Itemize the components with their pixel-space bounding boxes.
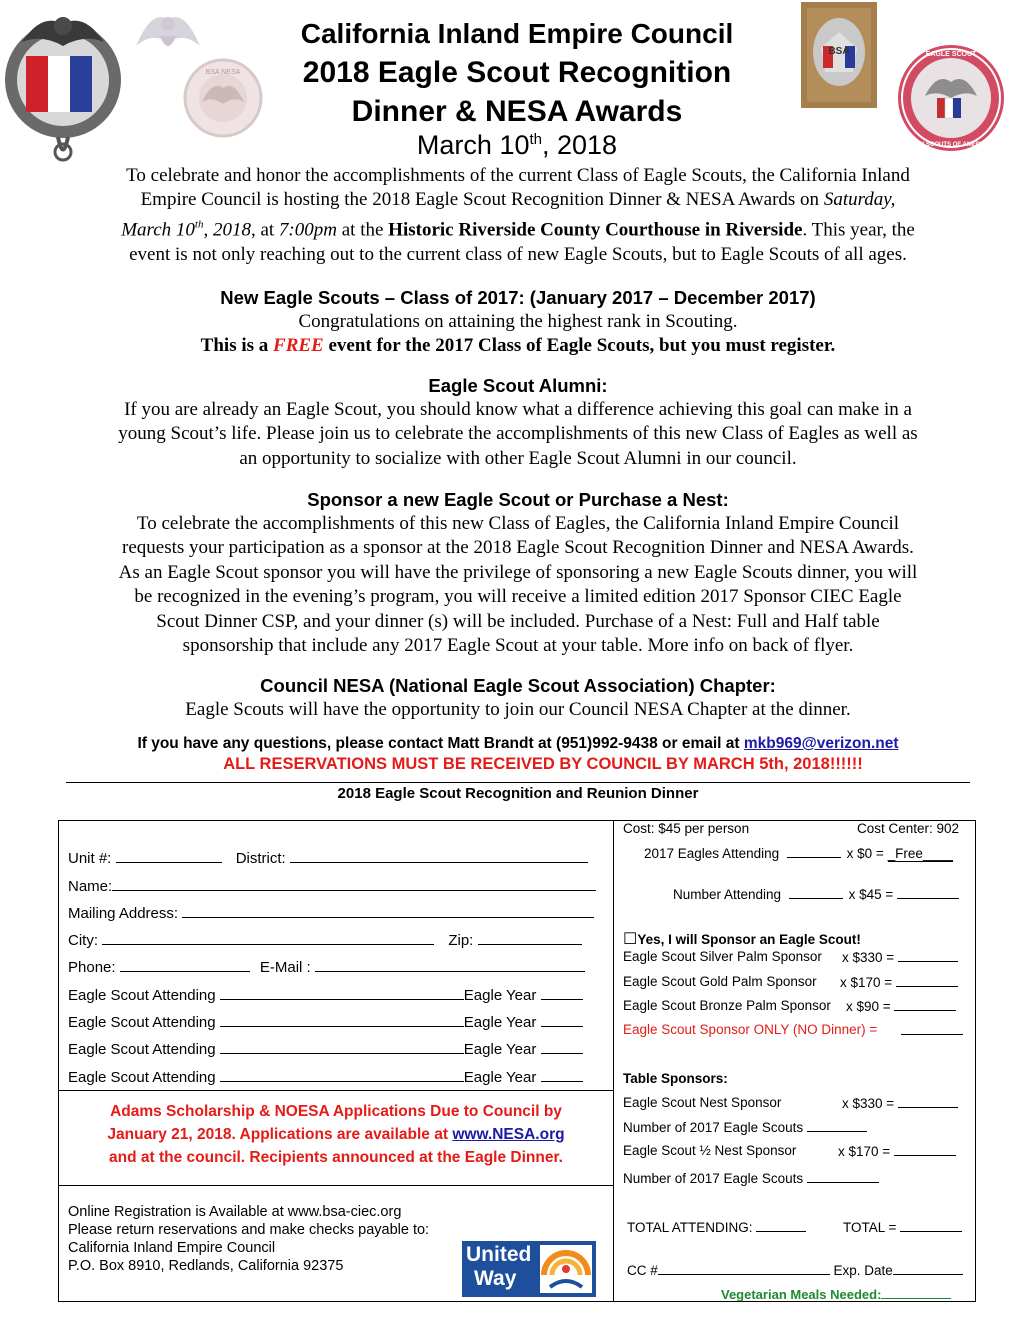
sponsor-text: To celebrate the accomplishments of this new Class of Eagles, the California Inland Empire Council requests your participation as a sponsor at the 2018 Eagle Scout Recognition Dinner and NESA Awards. As an Eagle Scout sponsor you will have the privilege of sponsoring a new Eagle Scouts dinner, you will be recognized in the evening’s program, you will receive a limited edition 2017 Sponsor CIEC Eagle Scout Dinner CSP, and your dinner (s) will be included. Purchase of a Nest: Full and Half table sponsorship that include any 2017 Eagle Scout at your table. More info on back of flyer. [118,513,918,657]
city-field[interactable] [102,930,434,945]
sponsor-checkbox[interactable]: ☐ [623,931,638,948]
attending-name-field[interactable] [220,1067,464,1082]
divider [66,782,970,783]
svg-text:BOY SCOUTS OF AMERICA: BOY SCOUTS OF AMERICA [911,142,991,148]
sponsor-only-row: Eagle Scout Sponsor ONLY (NO Dinner) = [623,1022,878,1037]
phone-row: Phone: E-Mail : [68,957,585,976]
nesa-seal-icon [2,2,124,172]
mailing-address-field[interactable] [182,903,594,918]
silver-palm-field[interactable] [898,949,958,962]
zip-field[interactable] [478,930,582,945]
svg-text:BSA NESA: BSA NESA [205,69,241,76]
contact-line: If you have any questions, please contact Matt Brandt at (951)992-9438 or email at mkb969@verizon.net [137,735,899,752]
half-nest-count-row: Number of 2017 Eagle Scouts [623,1170,879,1186]
attending-row: Eagle Scout Attending Eagle Year [68,1067,583,1086]
number-attending-field[interactable] [789,886,843,899]
total-attending-row: TOTAL ATTENDING: [627,1219,806,1235]
gold-palm-field[interactable] [896,974,958,987]
email-field[interactable] [315,957,585,972]
silver-palm-amount: x $330 = [842,949,958,965]
united-way-logo: United Way TM [462,1241,596,1297]
contact-email-link[interactable]: mkb969@verizon.net [743,735,899,752]
reservation-deadline: ALL RESERVATIONS MUST BE RECEIVED BY COUNCIL BY MARCH 5th, 2018!!!!!! [223,755,863,773]
title-line-3: Dinner & NESA Awards [351,95,683,128]
eagles-attending-row: 2017 Eagles Attending x $0 = _Free____ [644,846,953,861]
city-row: City: Zip: [68,930,582,949]
form-title: 2018 Eagle Scout Recognition and Reunion Dinner [337,785,699,802]
gold-palm-amount: x $170 = [840,974,958,990]
sponsor-only-amount [901,1022,963,1038]
alumni-text: If you are already an Eagle Scout, you should know what a difference achieving this goal can make in a young Scout’s life. Please join us to celebrate the accomplishments of this new Class of Eagles as well as an opportunity to socialize with other Eagle Scout Alumni in our council. [118,399,918,469]
attending-row: Eagle Scout Attending Eagle Year [68,1012,583,1031]
half-nest-count-field[interactable] [807,1170,879,1183]
number-attending-row: Number Attending x $45 = [673,886,959,902]
vegetarian-field[interactable] [881,1286,951,1299]
mailing-info: Online Registration is Available at www.bsa-ciec.org Please return reservations and make checks payable to: California Inland Empire Council P.O. Box 8910, Redlands, California 92375 [68,1204,430,1274]
unit-field[interactable] [116,848,222,863]
eagles-attending-field[interactable] [787,845,841,858]
intro-paragraph: To celebrate and honor the accomplishments of the current Class of Eagle Scouts, the California Inland Empire Council is hosting the 2018 Eagle Scout Recognition Dinner & NESA Awards on Saturday, March 10th, 2018, at 7:00pm at the Historic Riverside County Courthouse in Riverside. This year, the event is not only reaching out to the current class of new Eagle Scouts, but to Eagle Scouts of all ages. [121,165,915,265]
bronze-palm-amount: x $90 = [846,998,956,1014]
half-nest-field[interactable] [894,1143,956,1156]
total-attending-field[interactable] [756,1219,806,1232]
total-row: TOTAL = [843,1219,962,1235]
chapter-heading: Council NESA (National Eagle Scout Association) Chapter: [260,675,776,696]
sponsor-heading: Sponsor a new Eagle Scout or Purchase a Nest: [307,489,729,510]
new-scouts-heading: New Eagle Scouts – Class of 2017: (January 2017 – December 2017) [220,287,816,308]
half-nest-amount: x $170 = [838,1143,956,1159]
title-line-2: 2018 Eagle Scout Recognition [302,56,732,89]
svg-text:EAGLE SCOUT: EAGLE SCOUT [925,51,977,58]
phone-field[interactable] [120,957,250,972]
exp-date-field[interactable] [893,1262,963,1275]
eagle-year-field[interactable] [541,1067,583,1082]
attending-name-field[interactable] [220,1039,464,1054]
cc-row: CC # Exp. Date [627,1262,963,1278]
svg-text:BSA: BSA [828,46,850,57]
nest-sponsor-amount: x $330 = [842,1095,958,1111]
nest-count-row: Number of 2017 Eagle Scouts [623,1119,867,1135]
nesa-link[interactable]: www.NESA.org [452,1126,565,1143]
attending-row: Eagle Scout Attending Eagle Year [68,985,583,1004]
name-field[interactable] [112,876,596,891]
attending-row: Eagle Scout Attending Eagle Year [68,1039,583,1058]
nest-sponsor-field[interactable] [898,1095,958,1108]
total-field[interactable] [900,1219,962,1232]
unit-row: Unit #: District: [68,848,588,867]
chapter-text: Eagle Scouts will have the opportunity to join our Council NESA Chapter at the dinner. [185,699,851,720]
half-nest-row: Eagle Scout ½ Nest Sponsor [623,1143,797,1158]
cost-center-label: Cost Center: 902 [857,821,960,836]
bronze-palm-row: Eagle Scout Bronze Palm Sponsor [623,998,831,1013]
sponsor-only-field[interactable] [901,1022,963,1035]
new-scouts-text: Congratulations on attaining the highest rank in Scouting. This is a FREE event for the 2017 Class of Eagle Scouts, but you must register. [200,311,836,357]
title-line-1: California Inland Empire Council [300,18,734,49]
district-field[interactable] [290,848,588,863]
silver-palm-row: Eagle Scout Silver Palm Sponsor [623,949,822,964]
gold-palm-row: Eagle Scout Gold Palm Sponsor [623,974,817,989]
sponsor-checkbox-row: ☐Yes, I will Sponsor an Eagle Scout! [623,931,861,948]
cost-label: Cost: $45 per person [623,821,750,836]
event-date: March 10th, 2018 [416,130,618,160]
cc-number-field[interactable] [658,1262,830,1275]
eagle-year-field[interactable] [541,1039,583,1054]
alumni-heading: Eagle Scout Alumni: [428,375,608,396]
form-column-divider [613,820,614,1302]
mailing-row: Mailing Address: [68,903,594,922]
eagle-year-field[interactable] [541,1012,583,1027]
attending-name-field[interactable] [220,985,464,1000]
table-sponsors-heading: Table Sponsors: [623,1071,728,1086]
vegetarian-row: Vegetarian Meals Needed: [721,1286,951,1302]
nest-sponsor-row: Eagle Scout Nest Sponsor [623,1095,782,1110]
nest-count-field[interactable] [807,1119,867,1132]
eagle-scout-patch-icon [897,42,1005,154]
number-attending-total-field[interactable] [897,886,959,899]
bronze-palm-field[interactable] [894,998,956,1011]
scholarship-notice: Adams Scholarship & NOESA Applications Due to Council by January 21, 2018. Applications are available at www.NESA.org and at the council. Recipients announced at the Eagle Dinner. [107,1103,565,1166]
name-row: Name: [68,876,596,895]
attending-name-field[interactable] [220,1012,464,1027]
eagle-year-field[interactable] [541,985,583,1000]
